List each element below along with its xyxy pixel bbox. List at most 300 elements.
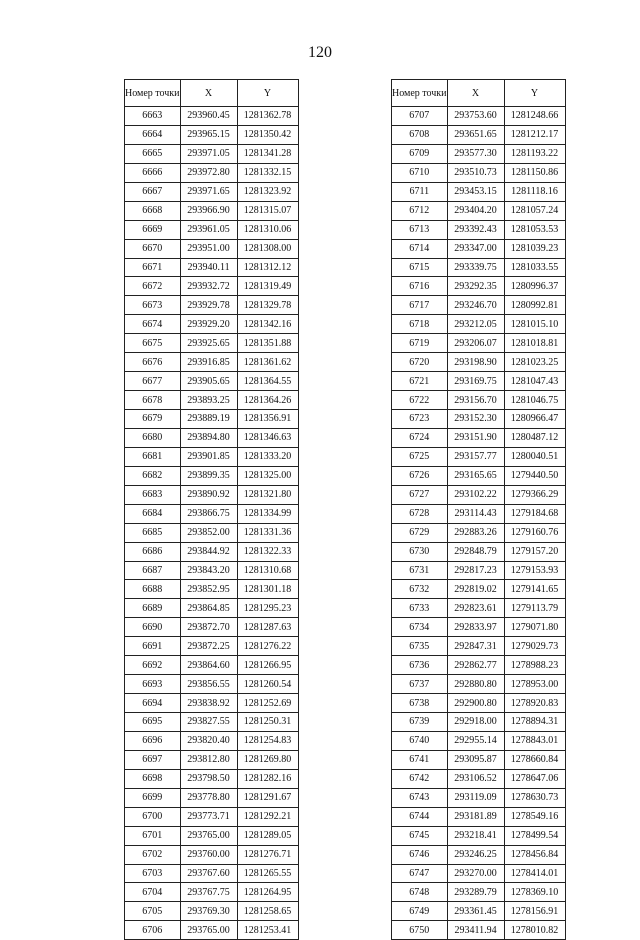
table-row [125, 542, 299, 561]
x-coordinate-cell: 292955.14 [447, 731, 504, 750]
table-row [392, 580, 566, 599]
table-row [392, 428, 566, 447]
x-coordinate-cell: 293760.00 [180, 845, 237, 864]
coordinates-table-right [391, 79, 566, 940]
y-coordinate-cell: 1278414.01 [504, 864, 565, 883]
y-coordinate-cell: 1281308.00 [237, 239, 298, 258]
x-coordinate-cell: 293246.25 [447, 845, 504, 864]
x-coordinate-cell: 293292.35 [447, 277, 504, 296]
y-coordinate-cell: 1278630.73 [504, 788, 565, 807]
y-coordinate-cell: 1281301.18 [237, 580, 298, 599]
point-number-cell: 6703 [125, 864, 181, 883]
table-row [125, 675, 299, 694]
x-coordinate-cell: 293773.71 [180, 807, 237, 826]
point-number-cell: 6676 [125, 353, 181, 372]
x-coordinate-cell: 293889.19 [180, 410, 237, 429]
point-number-cell: 6720 [392, 353, 448, 372]
y-coordinate-cell: 1278647.06 [504, 769, 565, 788]
table-row [392, 713, 566, 732]
y-coordinate-cell: 1281291.67 [237, 788, 298, 807]
table-row [125, 201, 299, 220]
point-number-cell: 6712 [392, 201, 448, 220]
point-number-cell: 6731 [392, 561, 448, 580]
y-coordinate-cell: 1281333.20 [237, 447, 298, 466]
x-coordinate-cell: 293971.65 [180, 182, 237, 201]
point-number-cell: 6681 [125, 447, 181, 466]
x-coordinate-cell: 293866.75 [180, 504, 237, 523]
y-coordinate-cell: 1281323.92 [237, 182, 298, 201]
x-coordinate-cell: 292848.79 [447, 542, 504, 561]
y-coordinate-cell: 1281250.31 [237, 713, 298, 732]
table-row [392, 125, 566, 144]
point-number-cell: 6684 [125, 504, 181, 523]
y-coordinate-cell: 1281265.55 [237, 864, 298, 883]
x-coordinate-cell: 293838.92 [180, 694, 237, 713]
table-row [125, 315, 299, 334]
table-row [125, 656, 299, 675]
point-number-cell: 6690 [125, 618, 181, 637]
x-coordinate-cell: 293929.20 [180, 315, 237, 334]
table-row [125, 144, 299, 163]
table-row [392, 807, 566, 826]
table-row [392, 864, 566, 883]
table-row [392, 542, 566, 561]
table-row [392, 334, 566, 353]
x-coordinate-cell: 293212.05 [447, 315, 504, 334]
point-number-cell: 6705 [125, 902, 181, 921]
table-row [392, 902, 566, 921]
coordinates-table-left [124, 79, 299, 940]
y-coordinate-cell: 1281047.43 [504, 372, 565, 391]
point-number-cell: 6710 [392, 163, 448, 182]
table-row [125, 258, 299, 277]
point-number-cell: 6737 [392, 675, 448, 694]
x-coordinate-cell: 293844.92 [180, 542, 237, 561]
table-row [392, 504, 566, 523]
x-coordinate-cell: 293753.60 [447, 107, 504, 126]
y-coordinate-cell: 1281310.06 [237, 220, 298, 239]
point-number-cell: 6666 [125, 163, 181, 182]
y-coordinate-cell: 1279160.76 [504, 523, 565, 542]
table-row [125, 694, 299, 713]
x-coordinate-cell: 293843.20 [180, 561, 237, 580]
point-number-cell: 6701 [125, 826, 181, 845]
y-coordinate-cell: 1281346.63 [237, 428, 298, 447]
table-row [392, 921, 566, 940]
table-row [392, 637, 566, 656]
point-number-cell: 6727 [392, 485, 448, 504]
y-coordinate-cell: 1281321.80 [237, 485, 298, 504]
table-row [392, 523, 566, 542]
point-number-cell: 6688 [125, 580, 181, 599]
x-coordinate-cell: 293966.90 [180, 201, 237, 220]
y-coordinate-cell: 1279029.73 [504, 637, 565, 656]
y-coordinate-cell: 1279440.50 [504, 466, 565, 485]
point-number-cell: 6665 [125, 144, 181, 163]
table-row [392, 656, 566, 675]
y-coordinate-cell: 1281033.55 [504, 258, 565, 277]
table-row [392, 410, 566, 429]
y-coordinate-cell: 1281266.95 [237, 656, 298, 675]
table-row [125, 921, 299, 940]
y-coordinate-cell: 1278894.31 [504, 713, 565, 732]
x-coordinate-cell: 293181.89 [447, 807, 504, 826]
y-coordinate-cell: 1281364.55 [237, 372, 298, 391]
x-coordinate-cell: 293893.25 [180, 391, 237, 410]
table-row [392, 353, 566, 372]
x-coordinate-cell: 293270.00 [447, 864, 504, 883]
x-coordinate-cell: 292900.80 [447, 694, 504, 713]
table-row [125, 845, 299, 864]
x-coordinate-cell: 293156.70 [447, 391, 504, 410]
point-number-cell: 6671 [125, 258, 181, 277]
point-number-cell: 6687 [125, 561, 181, 580]
y-coordinate-cell: 1281264.95 [237, 883, 298, 902]
x-coordinate-cell: 293767.75 [180, 883, 237, 902]
x-coordinate-cell: 293339.75 [447, 258, 504, 277]
y-coordinate-cell: 1281334.99 [237, 504, 298, 523]
y-coordinate-cell: 1279141.65 [504, 580, 565, 599]
x-coordinate-cell: 292918.00 [447, 713, 504, 732]
point-number-cell: 6697 [125, 750, 181, 769]
point-number-cell: 6672 [125, 277, 181, 296]
x-coordinate-cell: 293361.45 [447, 902, 504, 921]
x-coordinate-cell: 293972.80 [180, 163, 237, 182]
x-coordinate-cell: 293925.65 [180, 334, 237, 353]
point-number-cell: 6694 [125, 694, 181, 713]
table-row [392, 372, 566, 391]
x-coordinate-cell: 292847.31 [447, 637, 504, 656]
x-coordinate-cell: 292817.23 [447, 561, 504, 580]
table-row [125, 353, 299, 372]
point-number-cell: 6667 [125, 182, 181, 201]
point-number-cell: 6716 [392, 277, 448, 296]
y-coordinate-cell: 1281322.33 [237, 542, 298, 561]
table-row [392, 561, 566, 580]
x-coordinate-cell: 293778.80 [180, 788, 237, 807]
x-coordinate-cell: 293218.41 [447, 826, 504, 845]
point-number-cell: 6686 [125, 542, 181, 561]
point-number-cell: 6733 [392, 599, 448, 618]
x-coordinate-cell: 293951.00 [180, 239, 237, 258]
table-row [392, 144, 566, 163]
y-coordinate-cell: 1279157.20 [504, 542, 565, 561]
point-number-cell: 6691 [125, 637, 181, 656]
table-row [125, 769, 299, 788]
table-row [125, 391, 299, 410]
x-coordinate-cell: 293767.60 [180, 864, 237, 883]
table-row [392, 769, 566, 788]
x-coordinate-cell: 293812.80 [180, 750, 237, 769]
point-number-cell: 6693 [125, 675, 181, 694]
table-row [125, 826, 299, 845]
y-coordinate-cell: 1281356.91 [237, 410, 298, 429]
point-number-cell: 6732 [392, 580, 448, 599]
table-row [125, 239, 299, 258]
y-coordinate-cell: 1281282.16 [237, 769, 298, 788]
point-number-cell: 6689 [125, 599, 181, 618]
table-row [125, 428, 299, 447]
table-row [125, 788, 299, 807]
y-coordinate-cell: 1278953.00 [504, 675, 565, 694]
point-number-cell: 6747 [392, 864, 448, 883]
point-number-cell: 6702 [125, 845, 181, 864]
table-row [125, 637, 299, 656]
table-row [125, 466, 299, 485]
point-number-cell: 6704 [125, 883, 181, 902]
x-coordinate-cell: 293246.70 [447, 296, 504, 315]
point-number-cell: 6746 [392, 845, 448, 864]
point-number-cell: 6726 [392, 466, 448, 485]
x-coordinate-cell: 293852.00 [180, 523, 237, 542]
point-number-cell: 6700 [125, 807, 181, 826]
y-coordinate-cell: 1281212.17 [504, 125, 565, 144]
y-coordinate-cell: 1281310.68 [237, 561, 298, 580]
table-row [125, 580, 299, 599]
y-coordinate-cell: 1278010.82 [504, 921, 565, 940]
point-number-cell: 6680 [125, 428, 181, 447]
x-coordinate-cell: 293102.22 [447, 485, 504, 504]
y-coordinate-cell: 1281276.22 [237, 637, 298, 656]
y-coordinate-cell: 1281053.53 [504, 220, 565, 239]
point-number-cell: 6750 [392, 921, 448, 940]
x-coordinate-cell: 293916.85 [180, 353, 237, 372]
y-coordinate-cell: 1281329.78 [237, 296, 298, 315]
point-number-cell: 6708 [392, 125, 448, 144]
y-coordinate-cell: 1281254.83 [237, 731, 298, 750]
point-number-cell: 6749 [392, 902, 448, 921]
x-coordinate-cell: 293890.92 [180, 485, 237, 504]
x-coordinate-cell: 293872.70 [180, 618, 237, 637]
y-coordinate-cell: 1280966.47 [504, 410, 565, 429]
point-number-cell: 6723 [392, 410, 448, 429]
point-number-cell: 6721 [392, 372, 448, 391]
point-number-cell: 6719 [392, 334, 448, 353]
point-number-cell: 6678 [125, 391, 181, 410]
y-coordinate-cell: 1281315.07 [237, 201, 298, 220]
y-coordinate-cell: 1278499.54 [504, 826, 565, 845]
point-number-cell: 6740 [392, 731, 448, 750]
x-coordinate-cell: 293404.20 [447, 201, 504, 220]
x-coordinate-cell: 293169.75 [447, 372, 504, 391]
y-coordinate-cell: 1281331.36 [237, 523, 298, 542]
point-number-cell: 6744 [392, 807, 448, 826]
table-row [392, 447, 566, 466]
y-coordinate-cell: 1281295.23 [237, 599, 298, 618]
table-header-row [392, 80, 566, 107]
table-row [392, 277, 566, 296]
point-number-cell: 6673 [125, 296, 181, 315]
table-row [125, 296, 299, 315]
point-number-cell: 6670 [125, 239, 181, 258]
table-row [392, 675, 566, 694]
table-row [125, 485, 299, 504]
x-coordinate-cell: 292880.80 [447, 675, 504, 694]
table-row [125, 731, 299, 750]
table-row [125, 561, 299, 580]
y-coordinate-cell: 1279184.68 [504, 504, 565, 523]
x-coordinate-cell: 293651.65 [447, 125, 504, 144]
table-row [125, 220, 299, 239]
y-coordinate-cell: 1281269.80 [237, 750, 298, 769]
table-row [392, 220, 566, 239]
point-number-cell: 6714 [392, 239, 448, 258]
table-row [125, 447, 299, 466]
point-number-cell: 6699 [125, 788, 181, 807]
table-row [392, 826, 566, 845]
point-number-cell: 6725 [392, 447, 448, 466]
x-coordinate-cell: 292883.26 [447, 523, 504, 542]
table-row [392, 750, 566, 769]
point-number-cell: 6685 [125, 523, 181, 542]
x-coordinate-cell: 293198.90 [447, 353, 504, 372]
x-coordinate-cell: 293864.85 [180, 599, 237, 618]
table-row [125, 163, 299, 182]
x-coordinate-cell: 293769.30 [180, 902, 237, 921]
x-coordinate-cell: 293905.65 [180, 372, 237, 391]
y-coordinate-cell: 1281150.86 [504, 163, 565, 182]
x-coordinate-cell: 293510.73 [447, 163, 504, 182]
table-row [392, 883, 566, 902]
x-coordinate-cell: 293165.65 [447, 466, 504, 485]
y-coordinate-cell: 1281287.63 [237, 618, 298, 637]
table-row [125, 713, 299, 732]
table-row [392, 201, 566, 220]
y-coordinate-cell: 1281362.78 [237, 107, 298, 126]
y-coordinate-cell: 1281350.42 [237, 125, 298, 144]
y-coordinate-cell: 1281276.71 [237, 845, 298, 864]
x-header: X [180, 80, 237, 107]
table-row [125, 334, 299, 353]
x-coordinate-cell: 293856.55 [180, 675, 237, 694]
table-header-row [125, 80, 299, 107]
y-coordinate-cell: 1281015.10 [504, 315, 565, 334]
point-number-cell: 6696 [125, 731, 181, 750]
y-coordinate-cell: 1280992.81 [504, 296, 565, 315]
table-row [125, 902, 299, 921]
point-number-cell: 6742 [392, 769, 448, 788]
y-header: Y [237, 80, 298, 107]
point-number-cell: 6683 [125, 485, 181, 504]
point-number-cell: 6745 [392, 826, 448, 845]
page-number: 120 [308, 44, 332, 61]
y-coordinate-cell: 1281118.16 [504, 182, 565, 201]
table-row [392, 182, 566, 201]
x-coordinate-cell: 293411.94 [447, 921, 504, 940]
point-number-cell: 6730 [392, 542, 448, 561]
point-number-header: Номер точки [125, 80, 181, 107]
x-coordinate-cell: 293961.05 [180, 220, 237, 239]
y-coordinate-cell: 1281319.49 [237, 277, 298, 296]
table-row [125, 410, 299, 429]
table-row [392, 258, 566, 277]
table-row [392, 618, 566, 637]
x-coordinate-cell: 293872.25 [180, 637, 237, 656]
y-coordinate-cell: 1281253.41 [237, 921, 298, 940]
point-number-cell: 6743 [392, 788, 448, 807]
table-row [125, 182, 299, 201]
point-number-cell: 6682 [125, 466, 181, 485]
point-number-cell: 6711 [392, 182, 448, 201]
x-coordinate-cell: 293765.00 [180, 826, 237, 845]
y-coordinate-cell: 1278660.84 [504, 750, 565, 769]
y-coordinate-cell: 1280996.37 [504, 277, 565, 296]
point-number-cell: 6663 [125, 107, 181, 126]
y-coordinate-cell: 1281332.15 [237, 163, 298, 182]
point-number-cell: 6669 [125, 220, 181, 239]
y-header: Y [504, 80, 565, 107]
x-coordinate-cell: 292833.97 [447, 618, 504, 637]
x-coordinate-cell: 293392.43 [447, 220, 504, 239]
table-row [392, 485, 566, 504]
point-number-cell: 6707 [392, 107, 448, 126]
table-row [392, 466, 566, 485]
y-coordinate-cell: 1279071.80 [504, 618, 565, 637]
x-coordinate-cell: 293901.85 [180, 447, 237, 466]
table-row [125, 372, 299, 391]
x-coordinate-cell: 293929.78 [180, 296, 237, 315]
y-coordinate-cell: 1280487.12 [504, 428, 565, 447]
x-coordinate-cell: 293940.11 [180, 258, 237, 277]
point-number-cell: 6677 [125, 372, 181, 391]
point-number-cell: 6739 [392, 713, 448, 732]
table-row [125, 864, 299, 883]
x-coordinate-cell: 293827.55 [180, 713, 237, 732]
y-coordinate-cell: 1281252.69 [237, 694, 298, 713]
x-coordinate-cell: 292819.02 [447, 580, 504, 599]
x-coordinate-cell: 293347.00 [447, 239, 504, 258]
y-coordinate-cell: 1281292.21 [237, 807, 298, 826]
y-coordinate-cell: 1281193.22 [504, 144, 565, 163]
y-coordinate-cell: 1281260.54 [237, 675, 298, 694]
y-coordinate-cell: 1281039.23 [504, 239, 565, 258]
point-number-cell: 6692 [125, 656, 181, 675]
x-coordinate-cell: 293971.05 [180, 144, 237, 163]
y-coordinate-cell: 1281057.24 [504, 201, 565, 220]
x-coordinate-cell: 292823.61 [447, 599, 504, 618]
y-coordinate-cell: 1281018.81 [504, 334, 565, 353]
table-row [392, 163, 566, 182]
table-row [392, 315, 566, 334]
x-coordinate-cell: 293095.87 [447, 750, 504, 769]
x-coordinate-cell: 293894.80 [180, 428, 237, 447]
point-number-cell: 6748 [392, 883, 448, 902]
x-coordinate-cell: 293152.30 [447, 410, 504, 429]
x-coordinate-cell: 293114.43 [447, 504, 504, 523]
x-coordinate-cell: 293798.50 [180, 769, 237, 788]
point-number-cell: 6736 [392, 656, 448, 675]
x-coordinate-cell: 293151.90 [447, 428, 504, 447]
point-number-cell: 6741 [392, 750, 448, 769]
y-coordinate-cell: 1279113.79 [504, 599, 565, 618]
x-coordinate-cell: 293119.09 [447, 788, 504, 807]
y-coordinate-cell: 1278549.16 [504, 807, 565, 826]
y-coordinate-cell: 1281325.00 [237, 466, 298, 485]
table-row [392, 731, 566, 750]
point-number-cell: 6668 [125, 201, 181, 220]
point-number-cell: 6664 [125, 125, 181, 144]
y-coordinate-cell: 1278843.01 [504, 731, 565, 750]
point-number-cell: 6715 [392, 258, 448, 277]
y-coordinate-cell: 1278156.91 [504, 902, 565, 921]
point-number-cell: 6717 [392, 296, 448, 315]
x-coordinate-cell: 293965.15 [180, 125, 237, 144]
y-coordinate-cell: 1278456.84 [504, 845, 565, 864]
x-coordinate-cell: 293157.77 [447, 447, 504, 466]
point-number-cell: 6674 [125, 315, 181, 334]
x-coordinate-cell: 293932.72 [180, 277, 237, 296]
x-coordinate-cell: 293765.00 [180, 921, 237, 940]
